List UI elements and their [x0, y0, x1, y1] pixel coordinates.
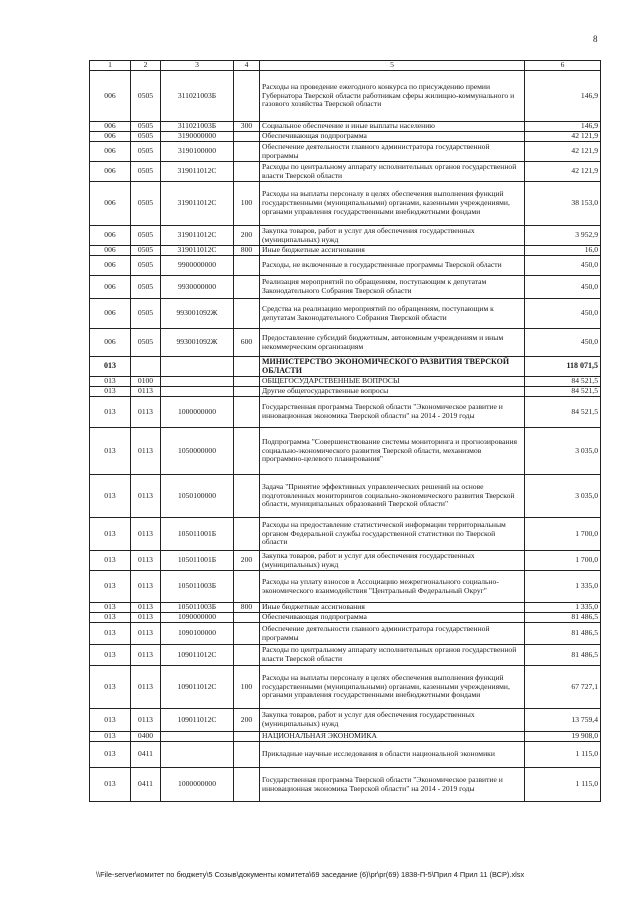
- table-row: [90, 623, 601, 645]
- target-article-cell: [161, 742, 234, 768]
- description-cell: НАЦИОНАЛЬНАЯ ЭКОНОМИКА: [260, 732, 525, 742]
- admin-code-cell: 013: [90, 742, 131, 768]
- section-code-cell: 0113: [131, 623, 161, 645]
- section-code-cell: 0505: [131, 162, 161, 182]
- column-header: 5: [260, 61, 525, 71]
- description-cell: Обеспечение деятельности главного администратора государственной программы: [260, 623, 525, 645]
- section-code-cell: 0505: [131, 226, 161, 246]
- expense-type-cell: [234, 71, 260, 122]
- table-row: [90, 256, 601, 276]
- table-row: [90, 122, 601, 132]
- admin-code-cell: 006: [90, 122, 131, 132]
- amount-cell: 3 952,9: [525, 226, 601, 246]
- expense-type-cell: [234, 742, 260, 768]
- table-row: [90, 613, 601, 623]
- admin-code-cell: 013: [90, 551, 131, 571]
- section-code-cell: 0113: [131, 645, 161, 666]
- admin-code-cell: 013: [90, 571, 131, 603]
- table-row: [90, 182, 601, 226]
- table-row: [90, 666, 601, 709]
- description-cell: Иные бюджетные ассигнования: [260, 246, 525, 256]
- amount-cell: 146,9: [525, 122, 601, 132]
- admin-code-cell: 013: [90, 666, 131, 709]
- target-article-cell: 109011012С: [161, 666, 234, 709]
- description-cell: МИНИСТЕРСТВО ЭКОНОМИЧЕСКОГО РАЗВИТИЯ ТВЕРСКОЙ ОБЛАСТИ: [260, 357, 525, 377]
- expense-type-cell: [234, 732, 260, 742]
- description-cell: Средства на реализацию мероприятий по обращениям, поступающим к депутатам Законодательного Собрания Тверской области: [260, 299, 525, 329]
- description-cell: Расходы по центральному аппарату исполнительных органов государственной власти Тверской области: [260, 162, 525, 182]
- expense-type-cell: 100: [234, 182, 260, 226]
- description-cell: Расходы, не включенные в государственные программы Тверской области: [260, 256, 525, 276]
- amount-cell: 118 071,5: [525, 357, 601, 377]
- description-cell: Социальное обеспечение и иные выплаты населению: [260, 122, 525, 132]
- section-code-cell: 0505: [131, 142, 161, 162]
- amount-cell: 13 759,4: [525, 709, 601, 732]
- admin-code-cell: 013: [90, 645, 131, 666]
- amount-cell: 1 115,0: [525, 768, 601, 802]
- table-row: [90, 299, 601, 329]
- admin-code-cell: 006: [90, 182, 131, 226]
- amount-cell: 450,0: [525, 256, 601, 276]
- section-code-cell: 0113: [131, 387, 161, 397]
- section-code-cell: 0505: [131, 71, 161, 122]
- table-row: [90, 603, 601, 613]
- expense-type-cell: [234, 377, 260, 387]
- amount-cell: 84 521,5: [525, 397, 601, 428]
- table-row: [90, 387, 601, 397]
- admin-code-cell: 013: [90, 397, 131, 428]
- table-row: [90, 377, 601, 387]
- target-article-cell: 1090000000: [161, 613, 234, 623]
- target-article-cell: [161, 377, 234, 387]
- expense-type-cell: [234, 475, 260, 518]
- section-code-cell: 0113: [131, 613, 161, 623]
- expense-type-cell: 200: [234, 226, 260, 246]
- target-article-cell: 9930000000: [161, 276, 234, 299]
- table-row: [90, 71, 601, 122]
- description-cell: Расходы по центральному аппарату исполнительных органов государственной власти Тверской области: [260, 645, 525, 666]
- admin-code-cell: 013: [90, 623, 131, 645]
- amount-cell: 1 335,0: [525, 603, 601, 613]
- admin-code-cell: 013: [90, 603, 131, 613]
- admin-code-cell: 006: [90, 276, 131, 299]
- description-cell: Обеспечивающая подпрограмма: [260, 132, 525, 142]
- expense-type-cell: 300: [234, 122, 260, 132]
- section-code-cell: 0505: [131, 246, 161, 256]
- table-row: [90, 276, 601, 299]
- admin-code-cell: 013: [90, 768, 131, 802]
- description-cell: Закупка товаров, работ и услуг для обеспечения государственных (муниципальных) нужд: [260, 551, 525, 571]
- section-code-cell: 0113: [131, 428, 161, 475]
- section-code-cell: 0113: [131, 551, 161, 571]
- table-row: [90, 742, 601, 768]
- amount-cell: 38 153,0: [525, 182, 601, 226]
- table-row: [90, 357, 601, 377]
- expense-type-cell: 600: [234, 329, 260, 357]
- section-code-cell: 0505: [131, 122, 161, 132]
- page-number: 8: [593, 34, 598, 44]
- table-row: [90, 709, 601, 732]
- table-row: [90, 142, 601, 162]
- target-article-cell: 311021003Б: [161, 122, 234, 132]
- amount-cell: 81 486,5: [525, 613, 601, 623]
- column-header: 4: [234, 61, 260, 71]
- admin-code-cell: 006: [90, 329, 131, 357]
- section-code-cell: 0400: [131, 732, 161, 742]
- file-path-footer: \\File-server\комитет по бюджету\5 Созыв\документы комитета\69 заседание (6)\pr\pr(69) 1838-П-5\Прил 4 Прил 11 (ВСР).xlsx: [96, 870, 525, 879]
- amount-cell: 19 908,0: [525, 732, 601, 742]
- description-cell: Расходы на выплаты персоналу в целях обеспечения выполнения функций государственными (муниципальными) органами, казенными учреждениями, органами управления государственными внебюджетными фондами: [260, 666, 525, 709]
- section-code-cell: 0113: [131, 397, 161, 428]
- admin-code-cell: 006: [90, 162, 131, 182]
- amount-cell: 81 486,5: [525, 645, 601, 666]
- table-row: [90, 475, 601, 518]
- description-cell: Реализация мероприятий по обращениям, поступающим к депутатам Законодательного Собрания Тверской области: [260, 276, 525, 299]
- target-article-cell: 9900000000: [161, 256, 234, 276]
- description-cell: Государственная программа Тверской области "Экономическое развитие и инновационная экономика Тверской области" на 2014 - 2019 годы: [260, 397, 525, 428]
- admin-code-cell: 006: [90, 226, 131, 246]
- amount-cell: 1 115,0: [525, 742, 601, 768]
- table-row: [90, 162, 601, 182]
- amount-cell: 42 121,9: [525, 142, 601, 162]
- target-article-cell: 105011001Б: [161, 551, 234, 571]
- amount-cell: 1 700,0: [525, 551, 601, 571]
- description-cell: Обеспечивающая подпрограмма: [260, 613, 525, 623]
- admin-code-cell: 013: [90, 518, 131, 551]
- section-code-cell: 0113: [131, 518, 161, 551]
- expense-type-cell: [234, 571, 260, 603]
- table-row: [90, 645, 601, 666]
- table-row: [90, 397, 601, 428]
- expense-type-cell: 200: [234, 709, 260, 732]
- target-article-cell: 319011012С: [161, 182, 234, 226]
- target-article-cell: 319011012С: [161, 162, 234, 182]
- expense-type-cell: [234, 299, 260, 329]
- description-cell: Закупка товаров, работ и услуг для обеспечения государственных (муниципальных) нужд: [260, 709, 525, 732]
- description-cell: ОБЩЕГОСУДАРСТВЕННЫЕ ВОПРОСЫ: [260, 377, 525, 387]
- admin-code-cell: 006: [90, 256, 131, 276]
- admin-code-cell: 006: [90, 132, 131, 142]
- amount-cell: 1 335,0: [525, 571, 601, 603]
- target-article-cell: 109011012С: [161, 645, 234, 666]
- section-code-cell: 0113: [131, 709, 161, 732]
- admin-code-cell: 013: [90, 732, 131, 742]
- amount-cell: 3 035,0: [525, 475, 601, 518]
- section-code-cell: 0505: [131, 276, 161, 299]
- admin-code-cell: 013: [90, 709, 131, 732]
- amount-cell: 3 035,0: [525, 428, 601, 475]
- admin-code-cell: 013: [90, 475, 131, 518]
- column-header: 6: [525, 61, 601, 71]
- target-article-cell: 105011001Б: [161, 518, 234, 551]
- target-article-cell: [161, 357, 234, 377]
- description-cell: Расходы на уплату взносов в Ассоциацию межрегионального социально-экономического взаимодействия "Центральный Федеральный Округ": [260, 571, 525, 603]
- table-row: [90, 768, 601, 802]
- expense-type-cell: 200: [234, 551, 260, 571]
- target-article-cell: 105011003Б: [161, 603, 234, 613]
- target-article-cell: 319011012С: [161, 226, 234, 246]
- expense-type-cell: 800: [234, 603, 260, 613]
- section-code-cell: [131, 357, 161, 377]
- section-code-cell: 0411: [131, 768, 161, 802]
- amount-cell: 81 486,5: [525, 623, 601, 645]
- description-cell: Прикладные научные исследования в области национальной экономики: [260, 742, 525, 768]
- amount-cell: 84 521,5: [525, 377, 601, 387]
- section-code-cell: 0505: [131, 329, 161, 357]
- target-article-cell: 1090100000: [161, 623, 234, 645]
- target-article-cell: 319011012С: [161, 246, 234, 256]
- section-code-cell: 0505: [131, 182, 161, 226]
- description-cell: Закупка товаров, работ и услуг для обеспечения государственных (муниципальных) нужд: [260, 226, 525, 246]
- target-article-cell: 1050000000: [161, 428, 234, 475]
- section-code-cell: 0505: [131, 256, 161, 276]
- budget-table: [89, 60, 601, 802]
- expense-type-cell: [234, 645, 260, 666]
- expense-type-cell: [234, 387, 260, 397]
- target-article-cell: 993001092Ж: [161, 329, 234, 357]
- description-cell: Государственная программа Тверской области "Экономическое развитие и инновационная экономика Тверской области" на 2014 - 2019 годы: [260, 768, 525, 802]
- table-row: [90, 518, 601, 551]
- section-code-cell: 0113: [131, 571, 161, 603]
- header-row: [90, 61, 601, 71]
- description-cell: Расходы на предоставление статистической информации территориальным органом Федеральной службы государственной статистики по Тверской области: [260, 518, 525, 551]
- table-row: [90, 732, 601, 742]
- section-code-cell: 0113: [131, 603, 161, 613]
- admin-code-cell: 013: [90, 377, 131, 387]
- amount-cell: 146,9: [525, 71, 601, 122]
- section-code-cell: 0411: [131, 742, 161, 768]
- target-article-cell: 1000000000: [161, 397, 234, 428]
- description-cell: Другие общегосударственные вопросы: [260, 387, 525, 397]
- amount-cell: 450,0: [525, 299, 601, 329]
- expense-type-cell: [234, 276, 260, 299]
- admin-code-cell: 006: [90, 246, 131, 256]
- target-article-cell: [161, 387, 234, 397]
- description-cell: Иные бюджетные ассигнования: [260, 603, 525, 613]
- table-row: [90, 246, 601, 256]
- target-article-cell: 3190000000: [161, 132, 234, 142]
- admin-code-cell: 013: [90, 613, 131, 623]
- admin-code-cell: 006: [90, 142, 131, 162]
- expense-type-cell: [234, 162, 260, 182]
- expense-type-cell: [234, 142, 260, 162]
- description-cell: Обеспечение деятельности главного администратора государственной программы: [260, 142, 525, 162]
- section-code-cell: 0505: [131, 132, 161, 142]
- description-cell: Задача "Принятие эффективных управленческих решений на основе подготовленных мониторингов социально-экономического развития Тверской области, муниципальных образований Тверской области": [260, 475, 525, 518]
- target-article-cell: 1000000000: [161, 768, 234, 802]
- target-article-cell: 311021003Б: [161, 71, 234, 122]
- amount-cell: 42 121,9: [525, 132, 601, 142]
- column-header: 3: [161, 61, 234, 71]
- expense-type-cell: [234, 768, 260, 802]
- expense-type-cell: [234, 256, 260, 276]
- table-row: [90, 428, 601, 475]
- target-article-cell: 993001092Ж: [161, 299, 234, 329]
- table-row: [90, 551, 601, 571]
- amount-cell: 42 121,9: [525, 162, 601, 182]
- table-row: [90, 329, 601, 357]
- section-code-cell: 0505: [131, 299, 161, 329]
- description-cell: Расходы на проведение ежегодного конкурса по присуждению премии Губернатора Тверской области работникам сферы жилищно-коммунального и газового хозяйства Тверской области: [260, 71, 525, 122]
- section-code-cell: 0100: [131, 377, 161, 387]
- expense-type-cell: 800: [234, 246, 260, 256]
- expense-type-cell: 100: [234, 666, 260, 709]
- expense-type-cell: [234, 357, 260, 377]
- expense-type-cell: [234, 428, 260, 475]
- target-article-cell: 3190100000: [161, 142, 234, 162]
- expense-type-cell: [234, 518, 260, 551]
- amount-cell: 450,0: [525, 276, 601, 299]
- section-code-cell: 0113: [131, 475, 161, 518]
- amount-cell: 84 521,5: [525, 387, 601, 397]
- table-row: [90, 132, 601, 142]
- section-code-cell: 0113: [131, 666, 161, 709]
- description-cell: Подпрограмма "Совершенствование системы мониторинга и прогнозирования социально-экономического развития Тверской области, механизмов программно-целевого планирования": [260, 428, 525, 475]
- target-article-cell: 105011003Б: [161, 571, 234, 603]
- table-body: [90, 71, 601, 802]
- admin-code-cell: 013: [90, 357, 131, 377]
- amount-cell: 1 700,0: [525, 518, 601, 551]
- admin-code-cell: 013: [90, 387, 131, 397]
- admin-code-cell: 006: [90, 71, 131, 122]
- expense-type-cell: [234, 623, 260, 645]
- target-article-cell: 1050100000: [161, 475, 234, 518]
- admin-code-cell: 013: [90, 428, 131, 475]
- column-header: 1: [90, 61, 131, 71]
- amount-cell: 16,0: [525, 246, 601, 256]
- amount-cell: 67 727,1: [525, 666, 601, 709]
- target-article-cell: [161, 732, 234, 742]
- amount-cell: 450,0: [525, 329, 601, 357]
- table-row: [90, 226, 601, 246]
- description-cell: Предоставление субсидий бюджетным, автономным учреждениям и иным некоммерческим организациям: [260, 329, 525, 357]
- column-header: 2: [131, 61, 161, 71]
- target-article-cell: 109011012С: [161, 709, 234, 732]
- table-row: [90, 571, 601, 603]
- expense-type-cell: [234, 397, 260, 428]
- expense-type-cell: [234, 613, 260, 623]
- admin-code-cell: 006: [90, 299, 131, 329]
- description-cell: Расходы на выплаты персоналу в целях обеспечения выполнения функций государственными (муниципальными) органами, казенными учреждениями, органами управления государственными внебюджетными фондами: [260, 182, 525, 226]
- expense-type-cell: [234, 132, 260, 142]
